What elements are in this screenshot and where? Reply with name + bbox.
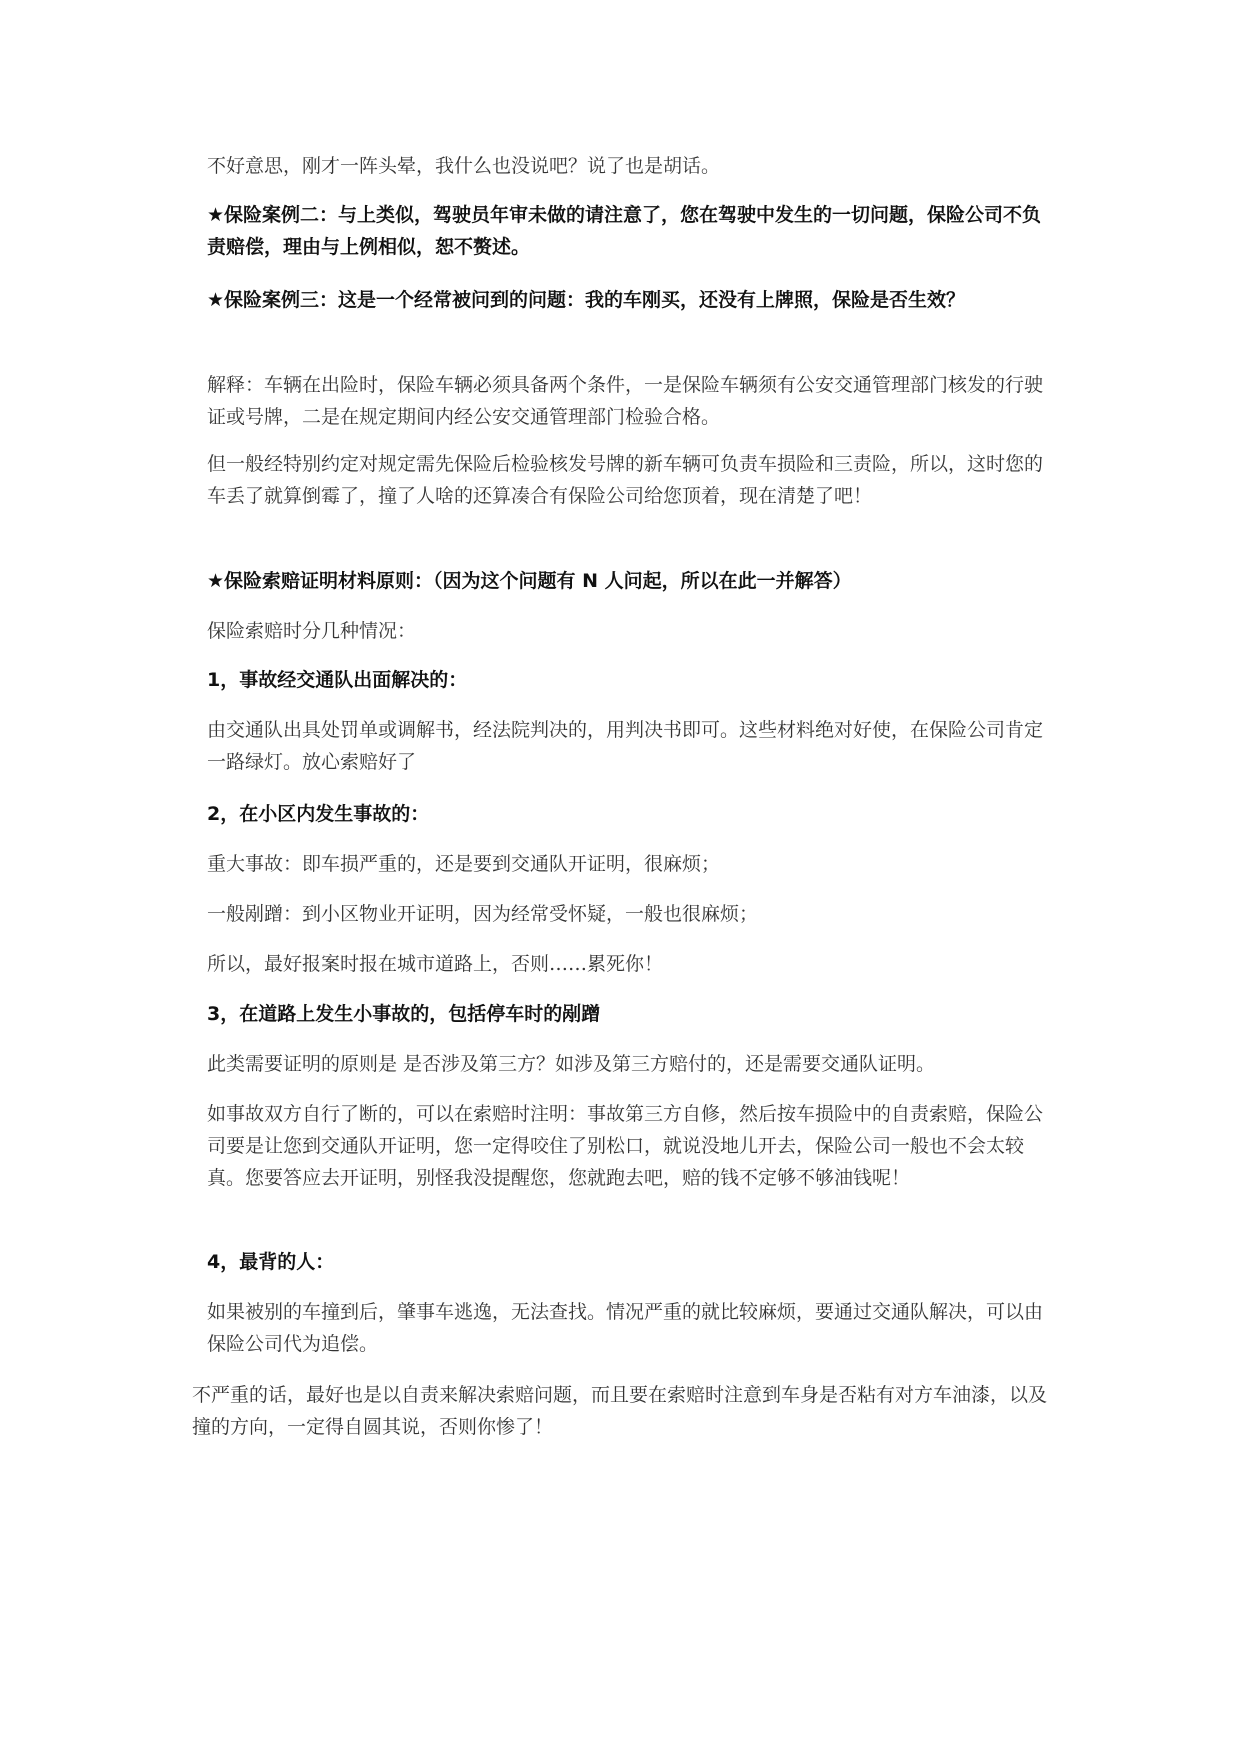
paragraph-explanation: 解释：车辆在出险时，保险车辆必须具备两个条件，一是保险车辆须有公安交通管理部门核发的行驶证或号牌，二是在规定期间内经公安交通管理部门检验合格。	[207, 374, 1044, 428]
paragraph-so-report: 所以，最好报案时报在城市道路上，否则……累死你！	[207, 953, 664, 975]
heading-situation-4: 4，最背的人：	[207, 1251, 335, 1273]
paragraph-self-settle: 如事故双方自行了断的，可以在索赔时注明：事故第三方自修，然后按车损险中的自责索赔，保险公司要是让您到交通队开证明，您一定得咬住了别松口，就说没地儿开去，保险公司一般也不会太较真。您要答应去开证明，别怪我没提醒您，您就跑去吧，赔的钱不定够不够油钱呢！	[207, 1103, 1044, 1189]
paragraph-third-party: 此类需要证明的原则是 是否涉及第三方？如涉及第三方赔付的，还是需要交通队证明。	[207, 1053, 936, 1075]
heading-case-three: ★保险案例三：这是一个经常被问到的问题：我的车刚买，还没有上牌照，保险是否生效？	[207, 289, 966, 311]
paragraph-minor-scrape: 一般剐蹭：到小区物业开证明，因为经常受怀疑，一般也很麻烦；	[207, 903, 759, 925]
paragraph-situation-1: 由交通队出具处罚单或调解书，经法院判决的，用判决书即可。这些材料绝对好使，在保险公司肯定一路绿灯。放心索赔好了	[207, 719, 1044, 773]
heading-situation-1: 1，事故经交通队出面解决的：	[207, 669, 468, 691]
heading-claim-principles: ★保险索赔证明材料原则：（因为这个问题有 N 人问起，所以在此一并解答）	[207, 570, 852, 592]
paragraph-special-agreement: 但一般经特别约定对规定需先保险后检验核发号牌的新车辆可负责车损险和三责险，所以，这时您的车丢了就算倒霉了，撞了人啥的还算凑合有保险公司给您顶着，现在清楚了吧！	[207, 453, 1044, 507]
paragraph-not-serious: 不严重的话，最好也是以自责来解决索赔问题，而且要在索赔时注意到车身是否粘有对方车油漆，以及撞的方向，一定得自圆其说，否则你惨了！	[192, 1384, 1048, 1438]
paragraph-claim-situations: 保险索赔时分几种情况：	[207, 620, 417, 642]
paragraph-hit-and-run: 如果被别的车撞到后，肇事车逃逸，无法查找。情况严重的就比较麻烦，要通过交通队解决，可以由保险公司代为追偿。	[207, 1301, 1044, 1355]
paragraph-apology: 不好意思，刚才一阵头晕，我什么也没说吧？说了也是胡话。	[207, 155, 721, 177]
heading-situation-2: 2，在小区内发生事故的：	[207, 803, 430, 825]
heading-case-two: ★保险案例二：与上类似，驾驶员年审未做的请注意了，您在驾驶中发生的一切问题，保险公司不负责赔偿，理由与上例相似，恕不赘述。	[207, 204, 1042, 258]
paragraph-major-accident: 重大事故：即车损严重的，还是要到交通队开证明，很麻烦；	[207, 853, 721, 875]
heading-situation-3: 3，在道路上发生小事故的，包括停车时的剐蹭	[207, 1003, 601, 1025]
